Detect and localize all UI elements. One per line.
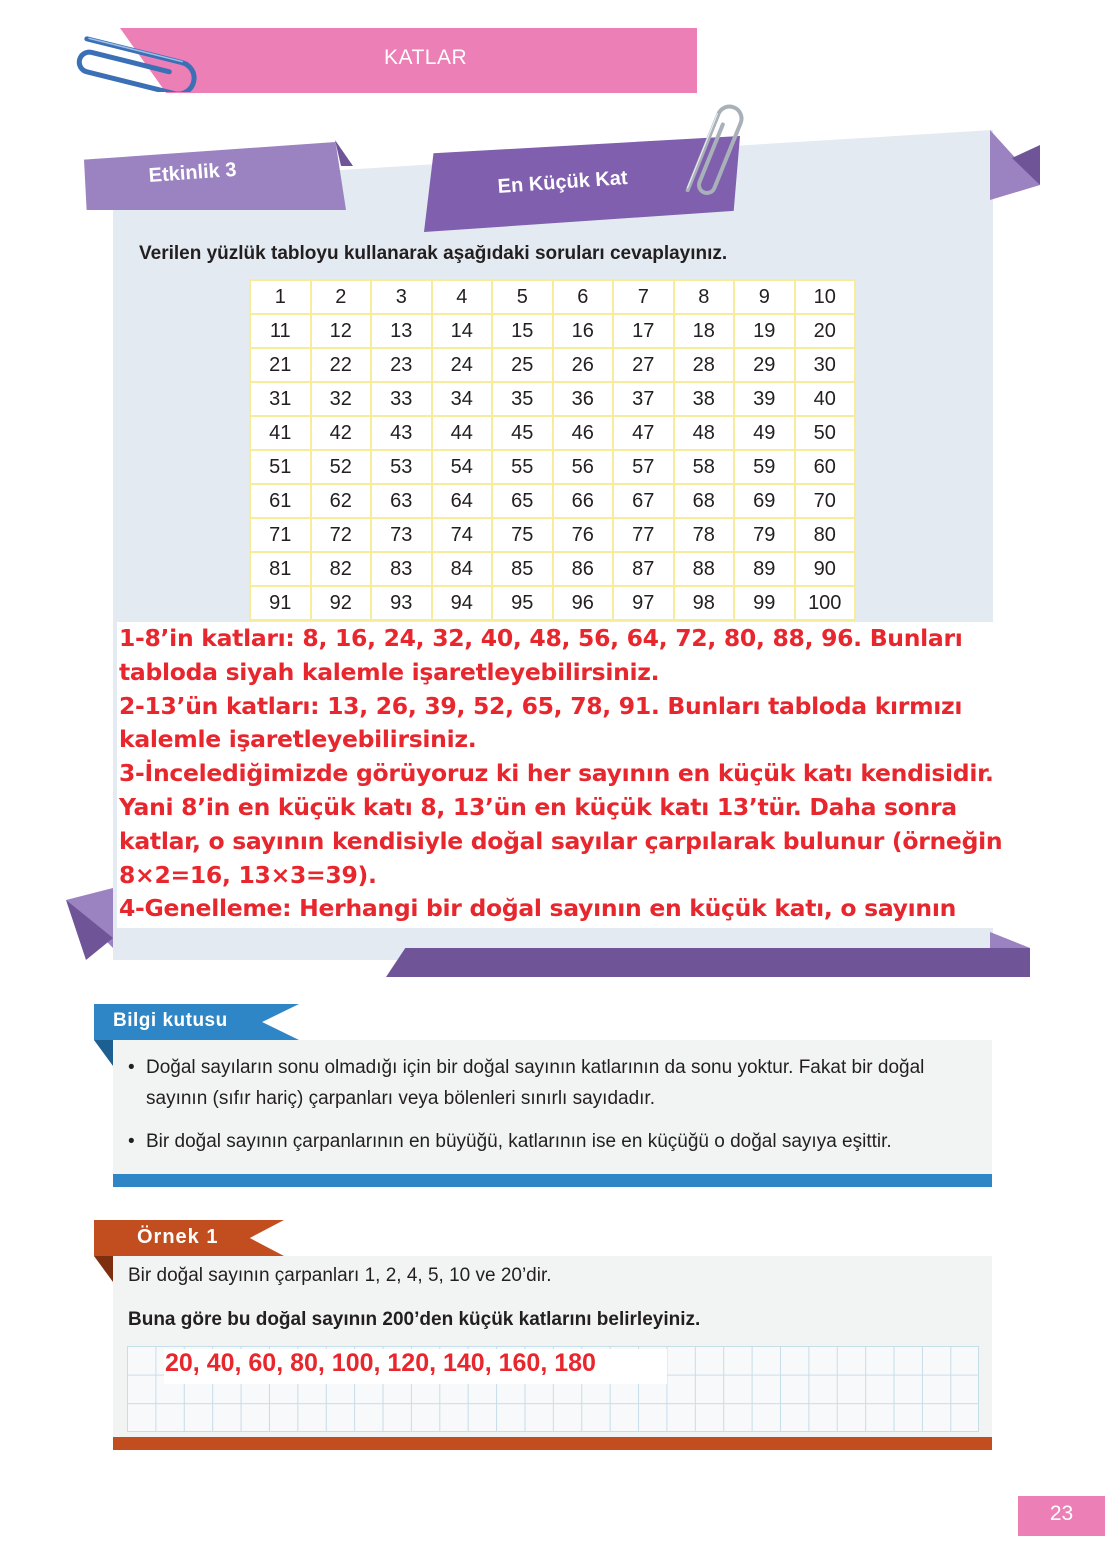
table-cell: 71 [250, 518, 311, 552]
table-cell: 52 [311, 450, 372, 484]
table-cell: 87 [613, 552, 674, 586]
table-cell: 45 [492, 416, 553, 450]
table-row [250, 382, 855, 416]
table-cell: 37 [613, 382, 674, 416]
table-cell: 28 [674, 348, 735, 382]
table-cell: 54 [432, 450, 493, 484]
table-cell: 49 [734, 416, 795, 450]
table-cell: 97 [613, 586, 674, 620]
table-cell: 8 [674, 280, 735, 314]
table-cell: 60 [795, 450, 856, 484]
table-row [250, 280, 855, 314]
info-box-title: Bilgi kutusu [113, 1010, 228, 1031]
table-cell: 3 [371, 280, 432, 314]
example-box-bar [113, 1437, 992, 1450]
bullet-icon: • [128, 1131, 135, 1152]
table-cell: 63 [371, 484, 432, 518]
table-cell: 67 [613, 484, 674, 518]
info-item: • Doğal sayıların sonu olmadığı için bir doğal sayının katlarının da sonu yoktur. Fakat bir doğal sayının (sıfır hariç) çarpanları veya bölenleri sınırlı sayıdadır. [128, 1052, 988, 1114]
activity-bottom-band [386, 948, 1030, 977]
bullet-icon: • [128, 1057, 135, 1078]
table-cell: 21 [250, 348, 311, 382]
table-cell: 64 [432, 484, 493, 518]
table-cell: 88 [674, 552, 735, 586]
table-cell: 15 [492, 314, 553, 348]
table-cell: 59 [734, 450, 795, 484]
table-cell: 95 [492, 586, 553, 620]
table-cell: 20 [795, 314, 856, 348]
table-cell: 51 [250, 450, 311, 484]
corner-fold [66, 888, 116, 960]
table-cell: 4 [432, 280, 493, 314]
table-row [250, 348, 855, 382]
table-cell: 30 [795, 348, 856, 382]
table-cell: 78 [674, 518, 735, 552]
table-cell: 62 [311, 484, 372, 518]
table-cell: 76 [553, 518, 614, 552]
answer-1: 1-8’in katları: 8, 16, 24, 32, 40, 48, 56, 64, 72, 80, 88, 96. Bunları tabloda siyah kalemle işaretleyebilirsiniz. [119, 624, 963, 686]
table-cell: 77 [613, 518, 674, 552]
table-cell: 55 [492, 450, 553, 484]
table-cell: 72 [311, 518, 372, 552]
table-cell: 43 [371, 416, 432, 450]
table-cell: 81 [250, 552, 311, 586]
table-cell: 70 [795, 484, 856, 518]
tab-fold [94, 1256, 114, 1284]
table-cell: 31 [250, 382, 311, 416]
table-cell: 25 [492, 348, 553, 382]
table-cell: 50 [795, 416, 856, 450]
table-cell: 29 [734, 348, 795, 382]
table-cell: 46 [553, 416, 614, 450]
table-cell: 18 [674, 314, 735, 348]
table-cell: 6 [553, 280, 614, 314]
table-cell: 85 [492, 552, 553, 586]
table-cell: 66 [553, 484, 614, 518]
hundred-table [249, 279, 856, 621]
tag-fold [335, 140, 355, 168]
answer-4: 4-Genelleme: Herhangi bir doğal sayının en küçük katı, o sayının [119, 894, 957, 923]
table-cell: 40 [795, 382, 856, 416]
table-cell: 75 [492, 518, 553, 552]
table-cell: 39 [734, 382, 795, 416]
table-row [250, 552, 855, 586]
table-cell: 22 [311, 348, 372, 382]
table-cell: 89 [734, 552, 795, 586]
table-cell: 86 [553, 552, 614, 586]
table-cell: 10 [795, 280, 856, 314]
table-cell: 58 [674, 450, 735, 484]
table-row [250, 416, 855, 450]
table-cell: 96 [553, 586, 614, 620]
example-question: Buna göre bu doğal sayının 200’den küçük katlarını belirleyiniz. [128, 1309, 701, 1330]
answer-block [119, 622, 1024, 926]
table-cell: 16 [553, 314, 614, 348]
table-cell: 5 [492, 280, 553, 314]
info-box-bar [113, 1174, 992, 1187]
paperclip-icon [64, 22, 214, 92]
table-cell: 90 [795, 552, 856, 586]
table-row [250, 314, 855, 348]
table-cell: 13 [371, 314, 432, 348]
table-row [250, 586, 855, 620]
activity-instruction: Verilen yüzlük tabloyu kullanarak aşağıdaki soruları cevaplayınız. [139, 243, 728, 264]
table-cell: 27 [613, 348, 674, 382]
table-cell: 74 [432, 518, 493, 552]
table-cell: 9 [734, 280, 795, 314]
table-cell: 23 [371, 348, 432, 382]
table-cell: 14 [432, 314, 493, 348]
table-cell: 47 [613, 416, 674, 450]
activity-tag: Etkinlik 3 [148, 158, 238, 187]
corner-fold [990, 130, 1040, 200]
table-cell: 69 [734, 484, 795, 518]
table-row [250, 484, 855, 518]
table-cell: 44 [432, 416, 493, 450]
table-cell: 93 [371, 586, 432, 620]
example-answer: 20, 40, 60, 80, 100, 120, 140, 160, 180 [165, 1349, 596, 1377]
table-cell: 57 [613, 450, 674, 484]
activity-title: En Küçük Kat [497, 166, 629, 198]
table-cell: 80 [795, 518, 856, 552]
table-cell: 19 [734, 314, 795, 348]
table-cell: 11 [250, 314, 311, 348]
table-cell: 79 [734, 518, 795, 552]
answer-3: 3-İncelediğimizde görüyoruz ki her sayının en küçük katı kendisidir. Yani 8’in en küçük katı 8, 13’ün en küçük katı 13’tür. Daha sonra katlar, o sayının kendisiyle doğal sayılar çarpılarak bulunur (örneğin 8×2=16, 13×3=39). [119, 759, 1003, 889]
table-cell: 2 [311, 280, 372, 314]
example-statement: Bir doğal sayının çarpanları 1, 2, 4, 5, 10 ve 20’dir. [128, 1265, 552, 1286]
table-cell: 91 [250, 586, 311, 620]
table-cell: 56 [553, 450, 614, 484]
table-cell: 100 [795, 586, 856, 620]
page-title: KATLAR [384, 46, 468, 69]
table-cell: 53 [371, 450, 432, 484]
table-cell: 32 [311, 382, 372, 416]
table-cell: 34 [432, 382, 493, 416]
table-cell: 99 [734, 586, 795, 620]
table-cell: 73 [371, 518, 432, 552]
table-cell: 68 [674, 484, 735, 518]
table-cell: 7 [613, 280, 674, 314]
answer-2: 2-13’ün katları: 13, 26, 39, 52, 65, 78, 91. Bunları tabloda kırmızı kalemle işaretleyebilirsiniz. [119, 691, 963, 754]
tab-fold [94, 1040, 114, 1068]
paperclip-icon [678, 96, 744, 206]
table-cell: 17 [613, 314, 674, 348]
table-cell: 33 [371, 382, 432, 416]
table-cell: 36 [553, 382, 614, 416]
table-cell: 38 [674, 382, 735, 416]
table-cell: 12 [311, 314, 372, 348]
table-cell: 82 [311, 552, 372, 586]
table-row [250, 450, 855, 484]
table-cell: 35 [492, 382, 553, 416]
table-cell: 84 [432, 552, 493, 586]
table-cell: 48 [674, 416, 735, 450]
table-cell: 24 [432, 348, 493, 382]
info-item: • Bir doğal sayının çarpanlarının en büyüğü, katlarının ise en küçüğü o doğal sayıya eşittir. [128, 1126, 988, 1157]
table-cell: 42 [311, 416, 372, 450]
table-cell: 94 [432, 586, 493, 620]
example-title: Örnek 1 [137, 1226, 219, 1248]
table-cell: 26 [553, 348, 614, 382]
table-cell: 83 [371, 552, 432, 586]
table-cell: 41 [250, 416, 311, 450]
table-cell: 98 [674, 586, 735, 620]
table-row [250, 518, 855, 552]
table-cell: 65 [492, 484, 553, 518]
table-cell: 1 [250, 280, 311, 314]
table-cell: 61 [250, 484, 311, 518]
table-cell: 92 [311, 586, 372, 620]
page-number: 23 [1049, 1502, 1074, 1525]
